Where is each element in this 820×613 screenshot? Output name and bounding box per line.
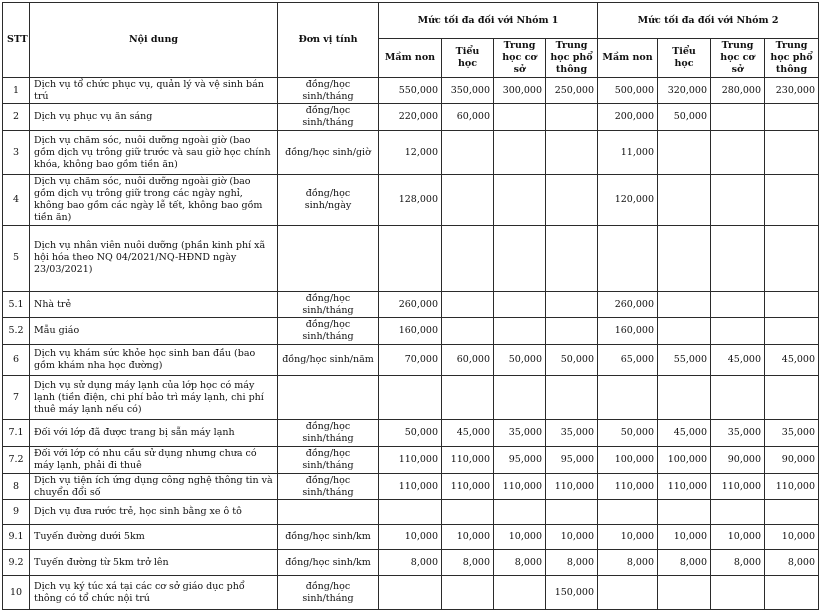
table-row [3,550,819,576]
row-group1-value [442,318,494,345]
row-group1-value [379,225,442,291]
row-unit: đồng/học sinh/tháng [278,318,379,345]
row-stt: 4 [3,175,30,226]
header-g1-thpt: Trung học phổ thông [546,39,598,78]
row-group1-value [442,225,494,291]
row-stt: 3 [3,131,30,175]
row-group2-value: 110,000 [765,473,819,500]
row-group2-value: 10,000 [711,525,765,550]
row-content: Nhà trẻ [30,291,278,318]
table-row [3,291,819,318]
table-row [3,104,819,131]
row-content: Dịch vụ khám sức khỏe học sinh ban đầu (bao gồm khám nha học đường) [30,345,278,376]
table-row [3,318,819,345]
row-content: Dịch vụ đưa rước trẻ, học sinh bằng xe ô tô [30,500,278,525]
row-group1-value [494,318,546,345]
row-group2-value: 10,000 [658,525,711,550]
row-content: Đối với lớp có nhu cầu sử dụng nhưng chưa có máy lạnh, phải đi thuê [30,446,278,473]
row-group2-value [711,318,765,345]
row-group2-value [711,500,765,525]
row-group2-value: 45,000 [765,345,819,376]
row-group1-value [546,291,598,318]
row-group1-value [494,576,546,610]
row-group1-value: 70,000 [379,345,442,376]
row-content: Tuyến đường từ 5km trở lên [30,550,278,576]
header-group1: Mức tối đa đối với Nhóm 1 [379,3,598,39]
row-group1-value [442,131,494,175]
row-group1-value: 8,000 [494,550,546,576]
row-stt: 5.1 [3,291,30,318]
row-group1-value [494,376,546,420]
row-group2-value [765,131,819,175]
row-group2-value: 10,000 [598,525,658,550]
table-row [3,525,819,550]
row-unit: đồng/học sinh/tháng [278,77,379,104]
table-row [3,345,819,376]
row-stt: 6 [3,345,30,376]
row-group2-value: 230,000 [765,77,819,104]
row-group2-value: 120,000 [598,175,658,226]
row-group1-value: 60,000 [442,345,494,376]
row-unit: đồng/học sinh/tháng [278,473,379,500]
row-group1-value [379,576,442,610]
row-group2-value: 11,000 [598,131,658,175]
header-g1-tieu-hoc: Tiểu học [442,39,494,78]
row-group1-value: 10,000 [442,525,494,550]
row-content: Dịch vụ tiện ích ứng dụng công nghệ thông tin và chuyển đổi số [30,473,278,500]
row-group1-value: 220,000 [379,104,442,131]
row-unit: đồng/học sinh/năm [278,345,379,376]
row-group2-value: 10,000 [765,525,819,550]
row-unit: đồng/học sinh/tháng [278,104,379,131]
row-group2-value: 8,000 [765,550,819,576]
row-group1-value [546,104,598,131]
row-group2-value: 45,000 [658,420,711,447]
row-group2-value: 8,000 [658,550,711,576]
row-stt: 8 [3,473,30,500]
row-group1-value [546,318,598,345]
row-group2-value [658,131,711,175]
row-group1-value: 300,000 [494,77,546,104]
row-stt: 9 [3,500,30,525]
row-group1-value [442,291,494,318]
table-body [3,77,819,610]
row-group1-value: 110,000 [379,473,442,500]
row-group2-value: 500,000 [598,77,658,104]
row-group2-value: 35,000 [765,420,819,447]
row-group2-value [765,175,819,226]
row-group1-value: 95,000 [546,446,598,473]
row-group2-value [765,291,819,318]
row-group2-value: 45,000 [711,345,765,376]
row-group2-value [598,225,658,291]
table-row [3,175,819,226]
row-group2-value [711,131,765,175]
row-group1-value [494,104,546,131]
table-row [3,420,819,447]
row-content: Mẫu giáo [30,318,278,345]
row-group1-value: 8,000 [546,550,598,576]
header-g2-thpt: Trung học phổ thông [765,39,819,78]
row-group1-value: 45,000 [442,420,494,447]
row-stt: 7.2 [3,446,30,473]
row-group2-value [765,225,819,291]
row-group1-value [442,376,494,420]
row-unit: đồng/học sinh/tháng [278,420,379,447]
row-group2-value [765,318,819,345]
row-group2-value [711,104,765,131]
row-group2-value [598,500,658,525]
row-group1-value [546,225,598,291]
table-header [3,3,819,78]
row-group2-value [658,318,711,345]
row-group1-value: 8,000 [379,550,442,576]
row-group1-value: 10,000 [379,525,442,550]
header-stt: STT [3,3,30,78]
row-group2-value: 260,000 [598,291,658,318]
header-g2-thcs: Trung học cơ sở [711,39,765,78]
row-unit: đồng/học sinh/km [278,550,379,576]
row-group1-value [494,131,546,175]
row-group2-value: 55,000 [658,345,711,376]
row-group2-value [598,576,658,610]
row-group1-value [546,131,598,175]
row-unit: đồng/học sinh/ngày [278,175,379,226]
row-unit: đồng/học sinh/tháng [278,291,379,318]
row-group2-value [765,500,819,525]
row-group2-value: 280,000 [711,77,765,104]
row-group2-value [711,175,765,226]
row-group1-value: 110,000 [379,446,442,473]
row-group1-value: 350,000 [442,77,494,104]
row-stt: 1 [3,77,30,104]
table-row [3,446,819,473]
row-group1-value [546,376,598,420]
row-unit: đồng/học sinh/tháng [278,576,379,610]
row-group1-value: 260,000 [379,291,442,318]
row-group2-value [765,576,819,610]
row-group1-value [442,576,494,610]
row-group1-value: 60,000 [442,104,494,131]
row-group1-value: 150,000 [546,576,598,610]
row-content: Dịch vụ sử dụng máy lạnh của lớp học có máy lạnh (tiền điện, chi phí bảo trì máy lạnh, chi phí thuê máy lạnh nếu có) [30,376,278,420]
row-group2-value [711,291,765,318]
row-group1-value: 95,000 [494,446,546,473]
fee-table [2,2,819,610]
row-unit [278,500,379,525]
table-row [3,77,819,104]
row-group1-value [379,500,442,525]
header-g1-mam-non: Mầm non [379,39,442,78]
row-group2-value [711,376,765,420]
row-stt: 9.2 [3,550,30,576]
table-row [3,473,819,500]
row-group2-value [658,225,711,291]
table-row [3,131,819,175]
row-group1-value: 128,000 [379,175,442,226]
row-stt: 9.1 [3,525,30,550]
row-group1-value [379,376,442,420]
row-unit [278,376,379,420]
row-group1-value: 8,000 [442,550,494,576]
row-group1-value: 50,000 [494,345,546,376]
header-g1-thcs: Trung học cơ sở [494,39,546,78]
row-group1-value [494,291,546,318]
row-group1-value: 110,000 [494,473,546,500]
row-stt: 7 [3,376,30,420]
header-content: Nội dung [30,3,278,78]
row-group2-value: 50,000 [598,420,658,447]
row-unit: đồng/học sinh/km [278,525,379,550]
table-row [3,225,819,291]
row-group2-value [711,576,765,610]
table-row [3,376,819,420]
row-content: Dịch vụ phục vụ ăn sáng [30,104,278,131]
row-stt: 5.2 [3,318,30,345]
row-group2-value [658,291,711,318]
row-group1-value: 110,000 [546,473,598,500]
row-group1-value: 50,000 [546,345,598,376]
row-group1-value [546,175,598,226]
row-stt: 5 [3,225,30,291]
header-unit: Đơn vị tính [278,3,379,78]
row-content: Dịch vụ nhân viên nuôi dưỡng (phần kinh phí xã hội hóa theo NQ 04/2021/NQ-HĐND ngày 23/03/2021) [30,225,278,291]
row-stt: 7.1 [3,420,30,447]
row-content: Dịch vụ tổ chức phục vụ, quản lý và vệ sinh bán trú [30,77,278,104]
row-group2-value [711,225,765,291]
row-group1-value: 250,000 [546,77,598,104]
row-group1-value: 110,000 [442,446,494,473]
row-group2-value: 50,000 [658,104,711,131]
row-group1-value: 12,000 [379,131,442,175]
header-g2-tieu-hoc: Tiểu học [658,39,711,78]
row-group1-value [442,175,494,226]
table-row [3,500,819,525]
row-group1-value [494,500,546,525]
row-group2-value [658,376,711,420]
row-group2-value: 100,000 [658,446,711,473]
row-group1-value [546,500,598,525]
row-group2-value: 110,000 [658,473,711,500]
row-group1-value: 10,000 [546,525,598,550]
row-group1-value: 550,000 [379,77,442,104]
table-row [3,576,819,610]
header-g2-mam-non: Mầm non [598,39,658,78]
row-group2-value: 90,000 [765,446,819,473]
row-group2-value: 35,000 [711,420,765,447]
row-stt: 10 [3,576,30,610]
row-group2-value: 8,000 [711,550,765,576]
row-content: Dịch vụ ký túc xá tại các cơ sở giáo dục phổ thông có tổ chức nội trú [30,576,278,610]
row-group1-value: 110,000 [442,473,494,500]
row-group2-value: 110,000 [711,473,765,500]
row-group2-value: 160,000 [598,318,658,345]
row-group1-value: 50,000 [379,420,442,447]
row-group2-value: 110,000 [598,473,658,500]
row-group2-value: 8,000 [598,550,658,576]
row-group2-value: 90,000 [711,446,765,473]
row-group2-value: 200,000 [598,104,658,131]
row-group1-value: 10,000 [494,525,546,550]
row-content: Đối với lớp đã được trang bị sẵn máy lạnh [30,420,278,447]
row-group2-value: 100,000 [598,446,658,473]
header-group2: Mức tối đa đối với Nhóm 2 [598,3,819,39]
row-group1-value: 35,000 [494,420,546,447]
row-group1-value: 160,000 [379,318,442,345]
row-content: Dịch vụ chăm sóc, nuôi dưỡng ngoài giờ (bao gồm dịch vụ trông giữ trước và sau giờ học chính khóa, không bao gồm tiền ăn) [30,131,278,175]
row-unit: đồng/học sinh/giờ [278,131,379,175]
row-stt: 2 [3,104,30,131]
row-group2-value [598,376,658,420]
row-group1-value [494,225,546,291]
row-unit [278,225,379,291]
row-content: Tuyến đường dưới 5km [30,525,278,550]
row-group2-value [658,175,711,226]
row-group2-value: 320,000 [658,77,711,104]
row-unit: đồng/học sinh/tháng [278,446,379,473]
row-group2-value [658,576,711,610]
row-group1-value [494,175,546,226]
row-group2-value [658,500,711,525]
row-group2-value [765,104,819,131]
row-group2-value [765,376,819,420]
row-content: Dịch vụ chăm sóc, nuôi dưỡng ngoài giờ (bao gồm dịch vụ trông giữ trong các ngày nghỉ, không bao gồm các ngày lễ tết, không bao gồm tiền ăn) [30,175,278,226]
row-group1-value: 35,000 [546,420,598,447]
row-group2-value: 65,000 [598,345,658,376]
row-group1-value [442,500,494,525]
